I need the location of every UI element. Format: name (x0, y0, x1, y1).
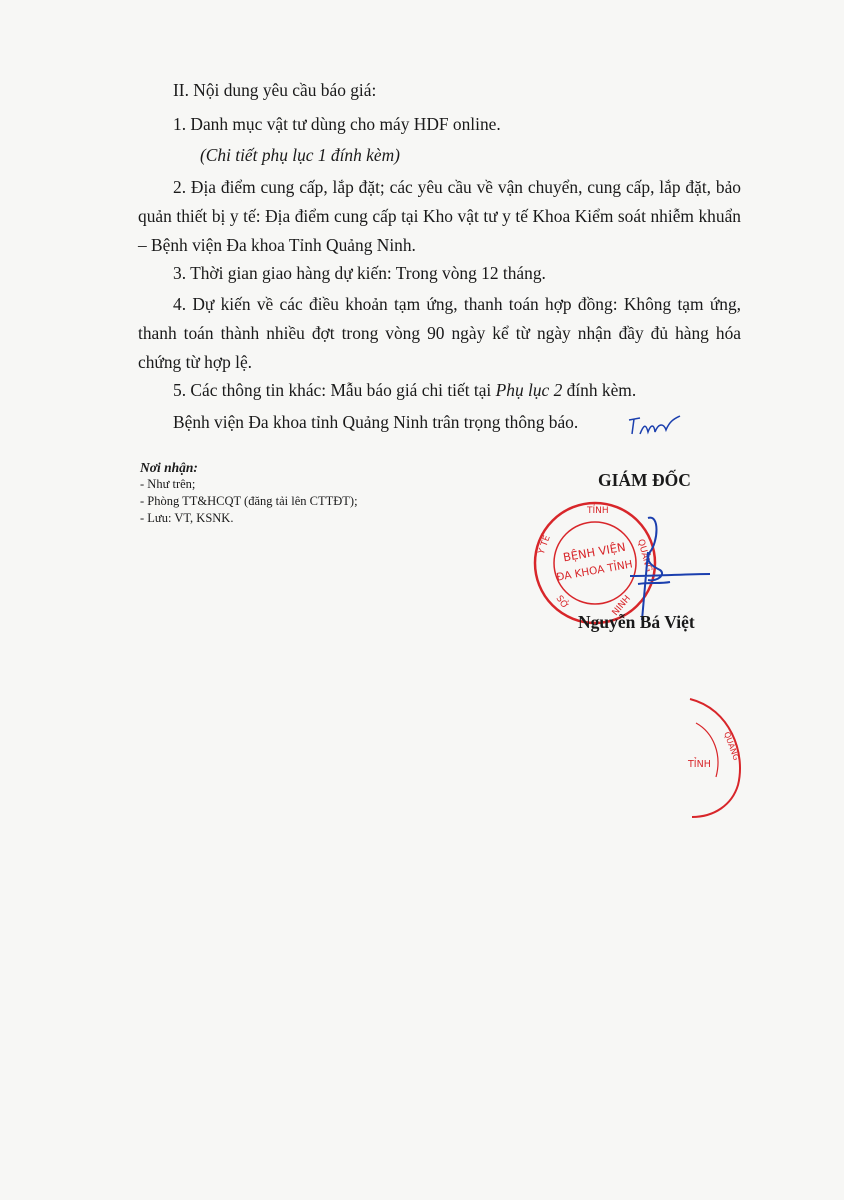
recipient-item: - Lưu: VT, KSNK. (140, 511, 234, 525)
page-edge-seal (670, 693, 744, 823)
item-2-text: 2. Địa điểm cung cấp, lắp đặt; các yêu cầu về vận chuyển, cung cấp, lắp đặt, bảo quản thiết bị y tế: Địa điểm cung cấp tại Kho vật tư y tế Khoa Kiểm soát nhiễm khuẩn – Bệnh viện Đa khoa Tỉnh Quảng Ninh. (138, 177, 741, 255)
initials-mark (626, 412, 682, 438)
item-5-appendix: Phụ lục 2 (495, 380, 563, 400)
recipient-item: - Như trên; (140, 477, 196, 491)
item-5 (173, 376, 776, 405)
item-4 (138, 290, 741, 377)
seal-ring-bottom: SỞ (553, 593, 570, 612)
recipients-title: Nơi nhận: (140, 460, 198, 475)
signer-name: Nguyễn Bá Việt (578, 612, 695, 632)
edge-seal-text: TỈNH (688, 759, 711, 770)
item-2 (138, 173, 741, 260)
seal-line-1: BỆNH VIỆN (561, 539, 627, 565)
item-4-text: 4. Dự kiến về các điều khoản tạm ứng, thanh toán hợp đồng: Không tạm ứng, thanh toán thành nhiều đợt trong vòng 90 ngày kể từ ngày nhận đầy đủ hàng hóa chứng từ hợp lệ. (138, 294, 741, 372)
item-1-note (200, 141, 803, 170)
item-1: 1. Danh mục vật tư dùng cho máy HDF online. (173, 114, 501, 134)
edge-seal-ring: QUẢNG (722, 730, 741, 762)
seal-ring-top: TỈNH (587, 506, 609, 516)
seal-ring-left: Y TẾ (536, 534, 553, 556)
seal-ring-bottom2: NINH (610, 593, 634, 618)
recipient-item: - Phòng TT&HCQT (đăng tải lên CTTĐT); (140, 494, 358, 508)
closing-line: Bệnh viện Đa khoa tỉnh Quảng Ninh trân trọng thông báo. (173, 412, 579, 432)
item-5-prefix: 5. Các thông tin khác: Mẫu báo giá chi tiết tại (173, 380, 496, 400)
recipients-block (140, 459, 358, 527)
item-3: 3. Thời gian giao hàng dự kiến: Trong vòng 12 tháng. (173, 263, 546, 283)
signer-position: GIÁM ĐỐC (598, 470, 691, 490)
seal-ring-right: QUẢNG (635, 538, 654, 574)
item-1-note-text: (Chi tiết phụ lục 1 đính kèm) (200, 145, 400, 165)
section-heading: II. Nội dung yêu cầu báo giá: (173, 80, 377, 100)
item-5-suffix: đính kèm. (562, 380, 637, 400)
seal-line-2: ĐA KHOA TỈNH (555, 558, 634, 584)
